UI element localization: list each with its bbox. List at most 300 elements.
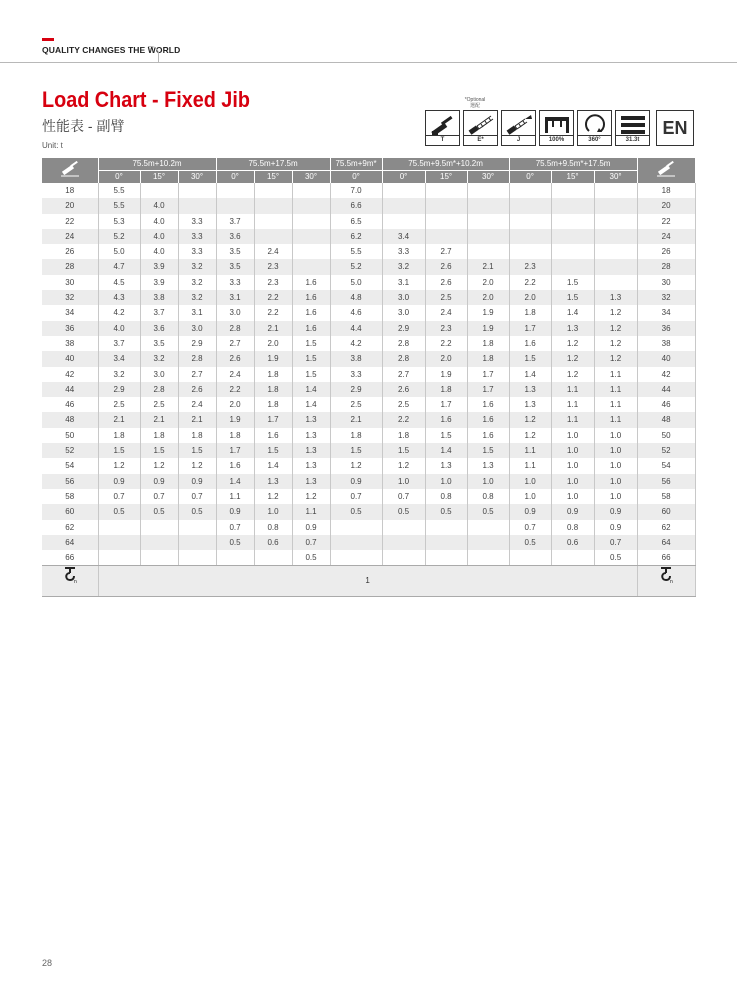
- table-row: [42, 321, 695, 336]
- load-cell: [509, 229, 551, 244]
- load-cell: 2.0: [425, 351, 467, 366]
- load-cell: [254, 214, 292, 229]
- load-cell: 2.8: [216, 321, 254, 336]
- angle-header: 0°: [509, 171, 551, 184]
- load-cell: 0.5: [382, 504, 425, 519]
- load-cell: 2.3: [254, 259, 292, 274]
- load-cell: 3.4: [382, 229, 425, 244]
- load-cell: 0.5: [98, 504, 140, 519]
- load-cell: 3.5: [216, 244, 254, 259]
- radius-cell-right: 42: [637, 367, 695, 382]
- radius-cell-right: 26: [637, 244, 695, 259]
- load-cell: 1.2: [382, 458, 425, 473]
- load-cell: 1.1: [594, 382, 637, 397]
- load-cell: 1.0: [551, 474, 594, 489]
- config-icon-label: E*: [464, 135, 497, 145]
- load-cell: [330, 535, 382, 550]
- angle-header: 0°: [98, 171, 140, 184]
- load-cell: 2.0: [216, 397, 254, 412]
- load-cell: [178, 550, 216, 566]
- table-row: [42, 428, 695, 443]
- load-cell: [292, 183, 330, 198]
- load-cell: [594, 214, 637, 229]
- radius-cell-right: 20: [637, 198, 695, 213]
- load-cell: 1.0: [425, 474, 467, 489]
- load-cell: [98, 550, 140, 566]
- load-cell: 1.8: [467, 351, 509, 366]
- load-cell: 3.2: [178, 290, 216, 305]
- load-cell: 2.1: [140, 412, 178, 427]
- load-cell: 1.2: [98, 458, 140, 473]
- load-cell: 2.7: [178, 367, 216, 382]
- jib-config-header: 75.5m+10.2m: [98, 158, 216, 171]
- hook-cell-right: [637, 566, 695, 597]
- load-cell: 3.7: [140, 305, 178, 320]
- load-cell: 0.9: [330, 474, 382, 489]
- load-cell: [467, 198, 509, 213]
- load-cell: 2.6: [216, 351, 254, 366]
- load-cell: 0.5: [425, 504, 467, 519]
- load-cell: [467, 535, 509, 550]
- radius-cell-right: 28: [637, 259, 695, 274]
- radius-cell-right: 38: [637, 336, 695, 351]
- load-cell: 2.2: [254, 290, 292, 305]
- load-cell: 3.3: [216, 275, 254, 290]
- load-cell: 4.0: [98, 321, 140, 336]
- load-cell: [594, 183, 637, 198]
- load-cell: 2.1: [330, 412, 382, 427]
- load-cell: 2.0: [467, 275, 509, 290]
- load-cell: [467, 550, 509, 566]
- table-row: [42, 550, 695, 566]
- load-cell: 0.9: [140, 474, 178, 489]
- radius-cell-right: 24: [637, 229, 695, 244]
- load-cell: 4.0: [140, 214, 178, 229]
- load-cell: 4.0: [140, 244, 178, 259]
- radius-header: [42, 158, 98, 183]
- load-cell: 3.5: [140, 336, 178, 351]
- load-cell: [254, 198, 292, 213]
- load-cell: 1.5: [551, 290, 594, 305]
- load-cell: 1.0: [594, 428, 637, 443]
- load-cell: 1.2: [140, 458, 178, 473]
- load-cell: 3.1: [216, 290, 254, 305]
- load-cell: 1.1: [216, 489, 254, 504]
- radius-cell: 20: [42, 198, 98, 213]
- table-row: [42, 229, 695, 244]
- load-cell: 5.2: [98, 229, 140, 244]
- load-cell: [551, 229, 594, 244]
- radius-cell: 58: [42, 489, 98, 504]
- load-cell: [292, 244, 330, 259]
- load-cell: 4.8: [330, 290, 382, 305]
- load-cell: 1.6: [216, 458, 254, 473]
- load-cell: 4.6: [330, 305, 382, 320]
- load-cell: [98, 535, 140, 550]
- jib-config-header: 75.5m+9.5m*+17.5m: [509, 158, 637, 171]
- load-cell: 3.7: [98, 336, 140, 351]
- radius-cell-right: 64: [637, 535, 695, 550]
- load-chart-body: [42, 183, 695, 566]
- load-cell: [382, 198, 425, 213]
- page-subtitle: 性能表 - 副臂: [42, 118, 125, 134]
- header-divider-cap: [148, 46, 159, 63]
- load-cell: 4.2: [98, 305, 140, 320]
- radius-cell: 18: [42, 183, 98, 198]
- load-cell: 3.8: [330, 351, 382, 366]
- load-cell: 1.5: [254, 443, 292, 458]
- load-cell: 1.9: [216, 412, 254, 427]
- config-icon-extension: [463, 110, 498, 146]
- radius-cell-right: 22: [637, 214, 695, 229]
- load-cell: 4.0: [140, 229, 178, 244]
- load-cell: 2.5: [140, 397, 178, 412]
- load-cell: 2.8: [382, 351, 425, 366]
- radius-cell: 50: [42, 428, 98, 443]
- load-cell: 1.8: [425, 382, 467, 397]
- load-cell: 1.0: [467, 474, 509, 489]
- load-cell: [594, 244, 637, 259]
- load-cell: 1.4: [425, 443, 467, 458]
- load-cell: 4.0: [140, 198, 178, 213]
- load-cell: 2.6: [425, 259, 467, 274]
- angle-header: 0°: [216, 171, 254, 184]
- load-cell: 1.3: [254, 474, 292, 489]
- boom-radius-icon: [655, 160, 677, 178]
- load-cell: 2.9: [330, 382, 382, 397]
- radius-cell-right: 30: [637, 275, 695, 290]
- load-cell: 2.0: [509, 290, 551, 305]
- load-cell: 5.0: [98, 244, 140, 259]
- load-cell: 1.0: [551, 443, 594, 458]
- load-cell: 0.9: [292, 520, 330, 535]
- load-cell: 2.1: [254, 321, 292, 336]
- load-cell: 1.5: [178, 443, 216, 458]
- radius-cell: 54: [42, 458, 98, 473]
- config-icon-jib: [501, 110, 536, 146]
- jib-config-header: 75.5m+9.5m*+10.2m: [382, 158, 509, 171]
- radius-cell: 64: [42, 535, 98, 550]
- load-cell: 2.2: [425, 336, 467, 351]
- load-cell: 1.6: [467, 428, 509, 443]
- load-cell: 1.7: [425, 397, 467, 412]
- load-cell: 1.5: [292, 351, 330, 366]
- unit-label: Unit: t: [42, 141, 63, 150]
- load-cell: 0.7: [330, 489, 382, 504]
- load-cell: 0.5: [292, 550, 330, 566]
- load-cell: 6.5: [330, 214, 382, 229]
- load-cell: 3.7: [216, 214, 254, 229]
- table-row: [42, 336, 695, 351]
- load-cell: 1.3: [509, 397, 551, 412]
- load-cell: 2.6: [425, 275, 467, 290]
- optional-note: [455, 97, 495, 109]
- load-cell: 1.3: [467, 458, 509, 473]
- load-cell: 1.3: [292, 458, 330, 473]
- load-cell: 0.7: [292, 535, 330, 550]
- load-cell: 2.0: [467, 290, 509, 305]
- load-cell: 0.9: [551, 504, 594, 519]
- load-cell: [594, 229, 637, 244]
- radius-cell: 60: [42, 504, 98, 519]
- table-row: [42, 474, 695, 489]
- load-cell: 1.2: [594, 336, 637, 351]
- load-cell: 0.8: [425, 489, 467, 504]
- language-badge: EN: [656, 110, 694, 146]
- load-cell: [382, 535, 425, 550]
- load-cell: 1.1: [594, 367, 637, 382]
- load-cell: 3.1: [178, 305, 216, 320]
- load-cell: [382, 520, 425, 535]
- load-cell: 2.8: [140, 382, 178, 397]
- radius-cell: 28: [42, 259, 98, 274]
- load-cell: 0.5: [178, 504, 216, 519]
- jib-config-header-row: [42, 158, 695, 171]
- load-cell: [254, 550, 292, 566]
- load-cell: 1.8: [216, 428, 254, 443]
- load-cell: [509, 198, 551, 213]
- table-row: [42, 367, 695, 382]
- config-icon-telescopic: [425, 110, 460, 146]
- load-cell: 1.3: [551, 321, 594, 336]
- radius-cell: 66: [42, 550, 98, 566]
- table-row: [42, 198, 695, 213]
- load-cell: 3.5: [216, 259, 254, 274]
- radius-cell: 48: [42, 412, 98, 427]
- configuration-icons: [425, 110, 650, 146]
- load-cell: 3.4: [98, 351, 140, 366]
- load-cell: [509, 244, 551, 259]
- load-cell: [467, 244, 509, 259]
- load-cell: [551, 259, 594, 274]
- load-cell: 1.1: [509, 458, 551, 473]
- angle-header: 15°: [254, 171, 292, 184]
- load-cell: 1.0: [509, 489, 551, 504]
- load-cell: 0.6: [254, 535, 292, 550]
- load-cell: [216, 183, 254, 198]
- load-cell: 2.2: [509, 275, 551, 290]
- load-cell: 1.2: [509, 428, 551, 443]
- load-cell: 0.5: [509, 535, 551, 550]
- radius-cell-right: 58: [637, 489, 695, 504]
- load-cell: 1.8: [254, 367, 292, 382]
- table-row: [42, 535, 695, 550]
- load-cell: 2.9: [98, 382, 140, 397]
- load-cell: [98, 520, 140, 535]
- load-cell: 0.7: [382, 489, 425, 504]
- load-cell: 1.4: [509, 367, 551, 382]
- radius-header-right: [637, 158, 695, 183]
- load-cell: 1.3: [292, 428, 330, 443]
- radius-cell-right: 36: [637, 321, 695, 336]
- load-cell: 2.1: [467, 259, 509, 274]
- load-cell: 5.5: [330, 244, 382, 259]
- hook-row: [42, 566, 695, 597]
- load-cell: 1.5: [382, 443, 425, 458]
- jib-icon: [505, 113, 533, 137]
- radius-cell: 34: [42, 305, 98, 320]
- load-cell: [140, 550, 178, 566]
- radius-cell: 38: [42, 336, 98, 351]
- load-cell: 2.0: [254, 336, 292, 351]
- load-cell: 3.2: [140, 351, 178, 366]
- load-cell: [292, 214, 330, 229]
- load-cell: 1.8: [509, 305, 551, 320]
- header-divider: [0, 62, 737, 63]
- load-cell: 1.4: [551, 305, 594, 320]
- load-cell: 1.6: [467, 397, 509, 412]
- load-cell: 3.3: [330, 367, 382, 382]
- load-cell: [594, 275, 637, 290]
- load-cell: 1.2: [551, 336, 594, 351]
- load-cell: 1.2: [178, 458, 216, 473]
- load-cell: 1.5: [330, 443, 382, 458]
- angle-header: 15°: [425, 171, 467, 184]
- load-cell: [594, 198, 637, 213]
- radius-cell-right: 40: [637, 351, 695, 366]
- radius-cell: 30: [42, 275, 98, 290]
- angle-header: 30°: [594, 171, 637, 184]
- load-cell: 1.2: [330, 458, 382, 473]
- load-cell: [254, 183, 292, 198]
- table-row: [42, 458, 695, 473]
- load-cell: 1.6: [292, 305, 330, 320]
- load-cell: 0.9: [594, 504, 637, 519]
- load-cell: 1.5: [509, 351, 551, 366]
- load-cell: 1.9: [254, 351, 292, 366]
- boom-extension-icon: [467, 113, 495, 137]
- radius-cell: 26: [42, 244, 98, 259]
- load-cell: 3.9: [140, 259, 178, 274]
- load-cell: 2.2: [382, 412, 425, 427]
- angle-header: 15°: [140, 171, 178, 184]
- load-cell: 2.2: [254, 305, 292, 320]
- angle-header: 0°: [382, 171, 425, 184]
- load-cell: 2.1: [98, 412, 140, 427]
- load-cell: 1.8: [178, 428, 216, 443]
- load-cell: 1.5: [292, 367, 330, 382]
- load-cell: 1.6: [425, 412, 467, 427]
- load-cell: [509, 183, 551, 198]
- load-cell: [292, 198, 330, 213]
- load-cell: 1.4: [292, 382, 330, 397]
- radius-cell-right: 34: [637, 305, 695, 320]
- load-cell: 3.3: [178, 214, 216, 229]
- radius-cell-right: 66: [637, 550, 695, 566]
- load-cell: 3.6: [216, 229, 254, 244]
- load-cell: 0.9: [216, 504, 254, 519]
- radius-cell: 44: [42, 382, 98, 397]
- config-icon-label: 360°: [578, 135, 611, 145]
- load-cell: 3.2: [178, 259, 216, 274]
- load-cell: 1.1: [509, 443, 551, 458]
- load-cell: [178, 198, 216, 213]
- brand-tagline: QUALITY CHANGES THE WORLD: [42, 45, 181, 55]
- load-cell: [330, 550, 382, 566]
- load-cell: [551, 550, 594, 566]
- load-cell: 0.5: [330, 504, 382, 519]
- hook-reeving-value: 1: [98, 566, 637, 597]
- load-cell: [178, 183, 216, 198]
- load-cell: 2.1: [178, 412, 216, 427]
- load-cell: 1.7: [467, 367, 509, 382]
- load-cell: 1.5: [551, 275, 594, 290]
- load-cell: 2.6: [178, 382, 216, 397]
- load-cell: [292, 259, 330, 274]
- radius-cell-right: 18: [637, 183, 695, 198]
- load-cell: 3.0: [178, 321, 216, 336]
- load-cell: [551, 183, 594, 198]
- load-cell: 1.9: [467, 305, 509, 320]
- table-row: [42, 382, 695, 397]
- load-cell: 1.0: [594, 489, 637, 504]
- radius-cell: 56: [42, 474, 98, 489]
- load-cell: 2.9: [178, 336, 216, 351]
- radius-cell-right: 52: [637, 443, 695, 458]
- load-cell: 1.2: [509, 412, 551, 427]
- load-cell: 1.6: [254, 428, 292, 443]
- load-cell: 1.5: [467, 443, 509, 458]
- load-cell: 5.0: [330, 275, 382, 290]
- load-cell: [551, 214, 594, 229]
- load-cell: 0.9: [98, 474, 140, 489]
- load-cell: [140, 183, 178, 198]
- load-cell: 4.5: [98, 275, 140, 290]
- load-cell: 2.7: [425, 244, 467, 259]
- load-cell: [425, 214, 467, 229]
- page-title: Load Chart - Fixed Jib: [42, 87, 250, 112]
- load-cell: 1.7: [509, 321, 551, 336]
- load-cell: 1.6: [292, 275, 330, 290]
- load-cell: [425, 535, 467, 550]
- load-cell: 2.4: [425, 305, 467, 320]
- optional-note-text: *Optional 選配: [464, 97, 486, 109]
- radius-cell-right: 46: [637, 397, 695, 412]
- load-cell: 1.1: [594, 397, 637, 412]
- load-cell: 3.1: [382, 275, 425, 290]
- load-cell: 2.4: [254, 244, 292, 259]
- table-row: [42, 520, 695, 535]
- load-cell: [330, 520, 382, 535]
- radius-cell-right: 62: [637, 520, 695, 535]
- load-cell: [178, 520, 216, 535]
- table-row: [42, 259, 695, 274]
- load-cell: [140, 520, 178, 535]
- load-cell: [178, 535, 216, 550]
- load-cell: [382, 550, 425, 566]
- angle-header: 30°: [292, 171, 330, 184]
- table-row: [42, 489, 695, 504]
- load-cell: 1.6: [509, 336, 551, 351]
- table-row: [42, 305, 695, 320]
- angle-header: 15°: [551, 171, 594, 184]
- load-cell: [594, 259, 637, 274]
- load-cell: 1.8: [330, 428, 382, 443]
- load-cell: 0.7: [594, 535, 637, 550]
- load-cell: [467, 520, 509, 535]
- load-cell: 1.3: [594, 290, 637, 305]
- load-cell: 1.2: [594, 321, 637, 336]
- load-cell: 1.4: [216, 474, 254, 489]
- load-cell: 1.4: [292, 397, 330, 412]
- load-cell: 1.5: [98, 443, 140, 458]
- load-cell: [425, 183, 467, 198]
- load-cell: 1.1: [594, 412, 637, 427]
- load-cell: 0.9: [594, 520, 637, 535]
- load-cell: 0.7: [509, 520, 551, 535]
- load-cell: 0.8: [551, 520, 594, 535]
- load-cell: 1.7: [467, 382, 509, 397]
